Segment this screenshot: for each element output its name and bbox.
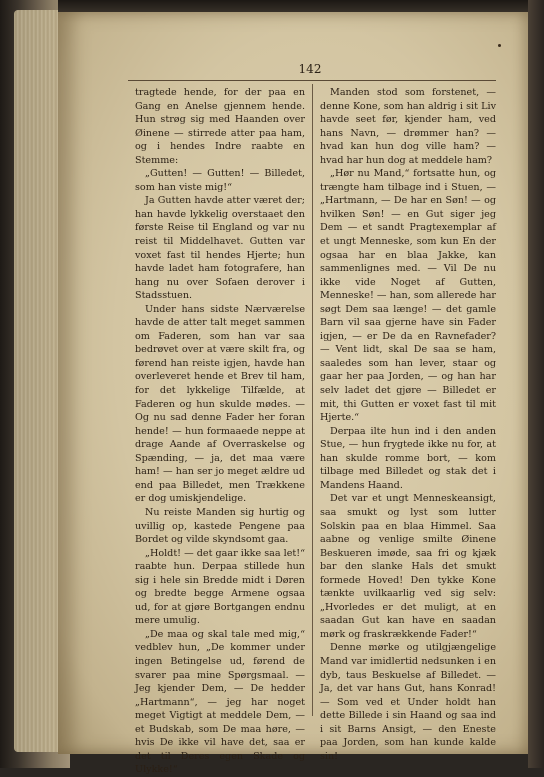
paragraph: „Hør nu Mand,“ fortsatte hun, og trængte ham tilbage ind i Stuen, — „Hartmann, — De har en Søn! — og hvilken Søn! — en Gut siger jeg Dem — et sandt Pragtexemplar af et ungt Menneske, som kun En der ogsaa har en blaa Jakke, kan sammenlignes med. — Vil De nu ikke vide Noget af Gutten, Menneske! — han, som allerede har søgt Dem saa længe! — det gamle Barn vil saa gjerne have sin Fader igjen, — er De da en Ravnefader? — Vent lidt, skal De saa se ham, saaledes som han lever, staar og gaar her paa Jorden, — og han har selv ladet det gjøre — Billedet er mit, thi Gutten er voxet fast til mit Hjerte.“ (320, 168, 496, 424)
right-column (320, 86, 496, 763)
header-rule (128, 80, 496, 81)
column-divider (312, 84, 313, 716)
paragraph: tragtede hende, for der paa en Gang en Anelse gjennem hende. Hun strøg sig med Haanden over Øinene — stirrede atter paa ham, og i hendes Indre raabte en Stemme: (135, 87, 305, 166)
paragraph: Ja Gutten havde atter været der; han havde lykkelig overstaaet den første Reise til England og var nu reist til Middelhavet. Gutten var voxet fast til hendes Hjerte; hun havde ladet ham fotografere, han hang nu over Sofaen derover i Stadsstuen. (135, 195, 305, 302)
paragraph: Nu reiste Manden sig hurtig og uvillig op, kastede Pengene paa Bordet og vilde skyndsomt gaa. (135, 506, 305, 546)
paragraph: „De maa og skal tale med mig,“ vedblev hun, „De kommer under ingen Betingelse ud, førend de svarer paa mine Spørgsmaal. — Jeg kjender Dem, — De hedder „Hartmann“, — jeg har noget meget Vigtigt at meddele Dem, — et Budskab, som De maa høre, — hvis De ikke vil have det, saa er det til Deres egen Skade og Ulykke!“ (135, 628, 305, 776)
page-number: 142 (298, 62, 322, 76)
paragraph: Manden stod som forstenet, — denne Kone, som han aldrig i sit Liv havde seet før, kjender ham, ved hans Navn, — drømmer han? — hvad kan hun dog ville ham? — hvad har hun dog at meddele ham? (320, 87, 496, 166)
paragraph: Under hans sidste Nærværelse havde de atter talt meget sammen om Faderen, som han var saa bedrøvet over at være skilt fra, og førend han reiste igjen, havde han overleveret hende et Brev til ham, for det lykkelige Tilfælde, at Faderen og hun skulde mødes. — Og nu sad denne Fader her foran hende! — hun formaaede neppe at drage Aande af Overraskelse og Spænding, — ja, det maa være ham! — han ser jo meget ældre ud end paa Billedet, men Trækkene er dog umiskjendelige. (135, 303, 305, 505)
facing-page-edge (528, 0, 544, 768)
paragraph: Denne mørke og utilgjængelige Mand var imidlertid nedsunken i en dyb, taus Beskuelse af Billedet. — Ja, det var hans Gut, hans Konrad! — Som ved et Under holdt han dette Billede i sin Haand og saa ind i sit Barns Ansigt, — den Eneste paa Jorden, som han kunde kalde sin! (320, 642, 496, 762)
paragraph: Det var et ungt Menneskeansigt, saa smukt og lyst som lutter Solskin paa en blaa Himmel. Saa aabne og venlige smilte Øinene Beskueren imøde, saa fri og kjæk bar den slanke Hals det smukt formede Hoved! Den tykke Kone tænkte uvilkaarlig ved sig selv: „Hvorledes er det muligt, at en saadan Gut kan have en saadan mørk og fraskrækkende Fader!“ (320, 493, 496, 640)
paragraph: Derpaa ilte hun ind i den anden Stue, — hun frygtede ikke nu for, at han skulde romme bort, — kom tilbage med Billedet og stak det i Mandens Haand. (320, 425, 496, 491)
left-column (135, 86, 305, 777)
ink-speck (498, 44, 501, 47)
paragraph: „Gutten! — Gutten! — Billedet, som han viste mig!“ (135, 168, 305, 193)
paragraph: „Holdt! — det gaar ikke saa let!“ raabte hun. Derpaa stillede hun sig i hele sin Bredde midt i Døren og bredte begge Armene ogsaa ud, for at gjøre Bortgangen endnu mere umulig. (135, 547, 305, 627)
